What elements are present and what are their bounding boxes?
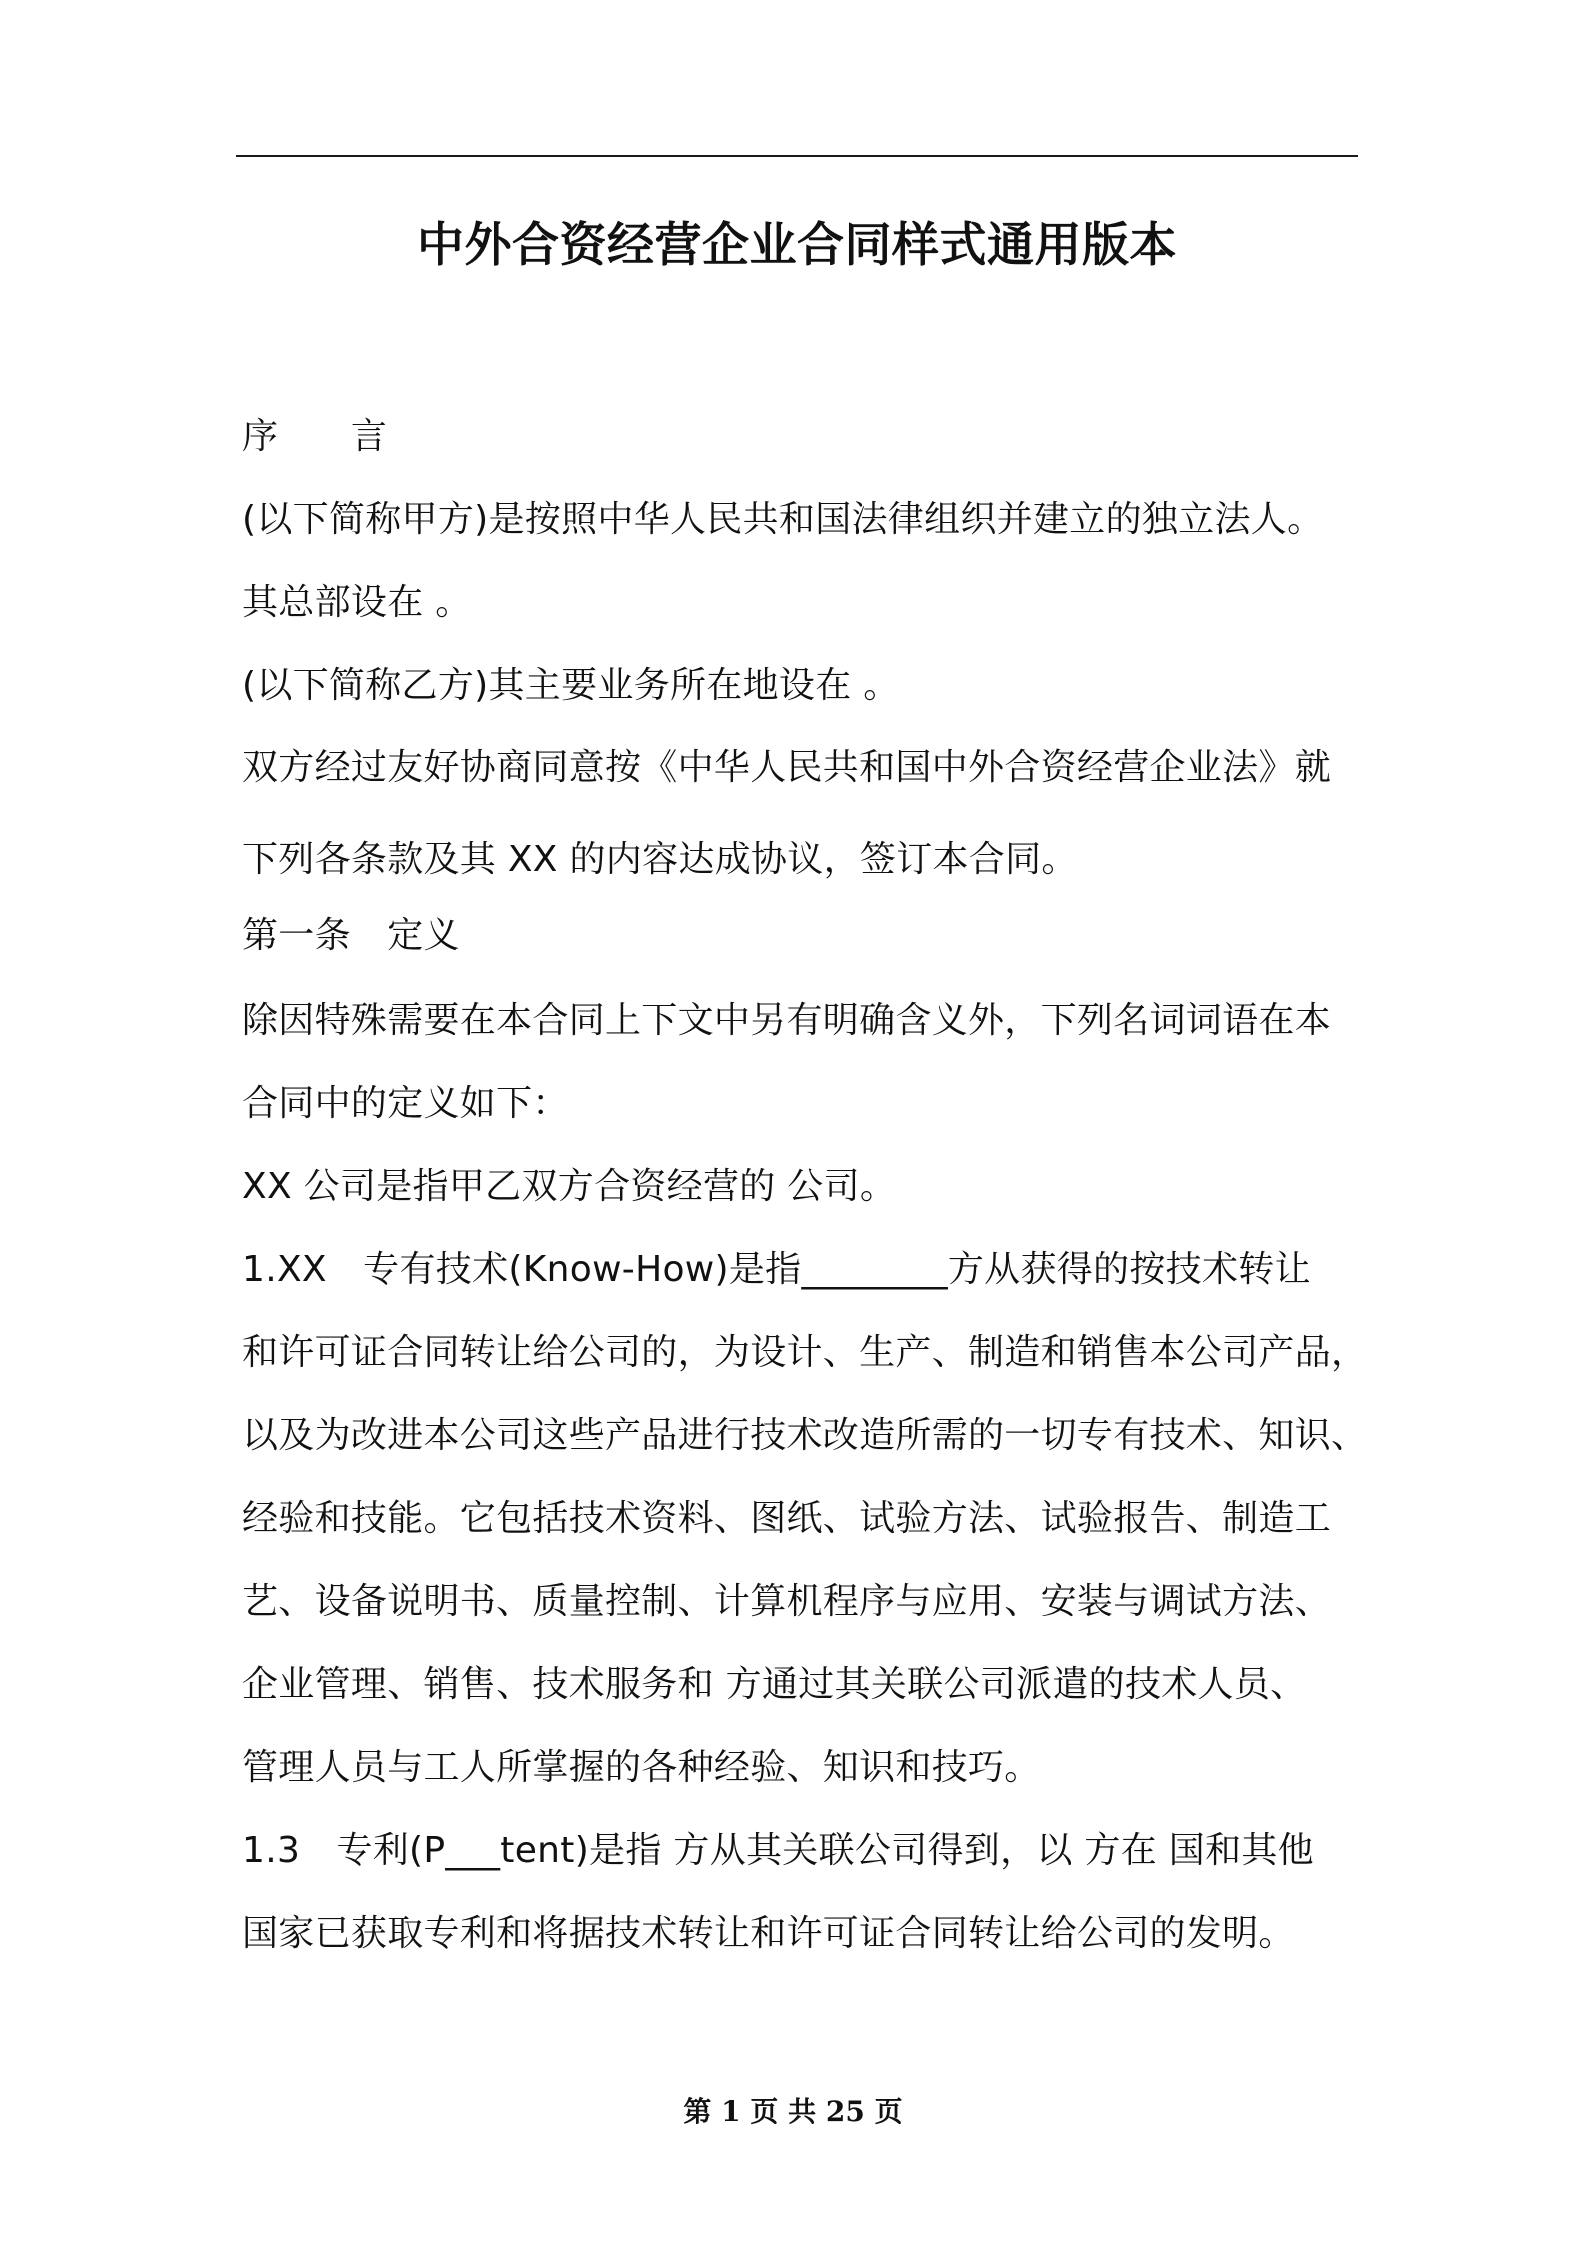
body-line: 1.3 专利(P___tent)是指 方从其关联公司得到，以 方在 国和其他	[242, 1830, 1314, 1871]
document-title: 中外合资经营企业合同样式通用版本	[417, 218, 1177, 273]
body-line: (以下简称甲方)是按照中华人民共和国法律组织并建立的独立法人。	[242, 499, 1324, 540]
body-line: XX 公司是指甲乙双方合资经营的 公司。	[242, 1166, 897, 1207]
body-line: 1.XX 专有技术(Know-How)是指________方从获得的按技术转让	[242, 1249, 1311, 1290]
header-rule	[236, 155, 1358, 157]
body-line: 其总部设在 。	[242, 582, 472, 623]
body-line: 管理人员与工人所掌握的各种经验、知识和技巧。	[242, 1747, 1041, 1788]
body-line: 合同中的定义如下：	[242, 1083, 569, 1124]
body-line: 企业管理、销售、技术服务和 方通过其关联公司派遣的技术人员、	[242, 1664, 1307, 1705]
body-line: 经验和技能。它包括技术资料、图纸、试验方法、试验报告、制造工	[242, 1498, 1332, 1539]
page-number: 第 1 页 共 25 页	[683, 2095, 903, 2128]
body-line: 和许可证合同转让给公司的，为设计、生产、制造和销售本公司产品，	[242, 1332, 1368, 1373]
article-heading: 第一条 定义	[242, 915, 460, 956]
body-line: 下列各条款及其 XX 的内容达成协议，签订本合同。	[242, 839, 1078, 880]
body-line: 除因特殊需要在本合同上下文中另有明确含义外，下列名词词语在本	[242, 1000, 1332, 1041]
body-line: 国家已获取专利和将据技术转让和许可证合同转让给公司的发明。	[242, 1913, 1295, 1954]
body-line: 双方经过友好协商同意按《中华人民共和国中外合资经营企业法》就	[242, 747, 1332, 788]
preface-heading: 序 言	[242, 416, 388, 457]
body-line: 以及为改进本公司这些产品进行技术改造所需的一切专有技术、知识、	[242, 1415, 1368, 1456]
body-line: 艺、设备说明书、质量控制、计算机程序与应用、安装与调试方法、	[242, 1581, 1332, 1622]
body-line: (以下简称乙方)其主要业务所在地设在 。	[242, 665, 900, 706]
